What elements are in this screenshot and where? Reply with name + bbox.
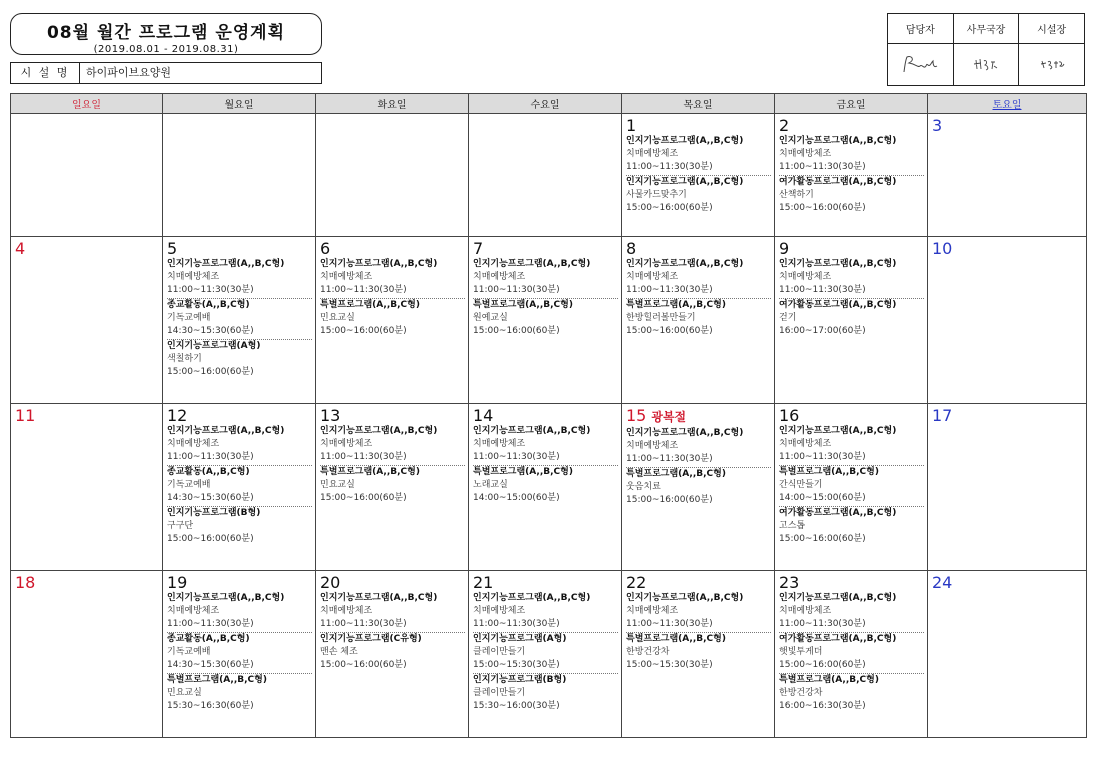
day-number xyxy=(473,573,617,592)
activity-name: 민요교실 xyxy=(167,688,202,698)
activity-name: 기독교예배 xyxy=(167,313,211,323)
program-name: 여가활동프로그램(A,,B,C형) xyxy=(779,300,897,310)
activity-name: 치매예방체조 xyxy=(473,272,526,282)
weekday-header: 일요일 xyxy=(11,94,163,114)
activity-time: 11:00~11:30(30분) xyxy=(320,619,407,629)
day-cell xyxy=(622,114,775,237)
page-title: 08월 월간 프로그램 운영계획 xyxy=(46,23,286,43)
activity-time: 15:00~16:00(60분) xyxy=(320,493,407,503)
signature-mark xyxy=(964,54,1008,76)
day-cell xyxy=(163,237,316,404)
day-number-text: 4 xyxy=(15,239,26,258)
activity-time: 15:00~16:00(60분) xyxy=(626,495,713,505)
day-number-text: 10 xyxy=(932,239,953,258)
day-number xyxy=(320,573,464,592)
calendar-body xyxy=(11,114,1087,738)
approval-role-director: 시설장 xyxy=(1019,14,1085,44)
activity-name: 클레이만들기 xyxy=(473,647,526,657)
program-name: 인지기능프로그램(A,,B,C형) xyxy=(473,426,591,436)
day-cell xyxy=(316,114,469,237)
program-name: 인지기능프로그램(A,,B,C형) xyxy=(167,259,285,269)
activity-name: 치매예방체조 xyxy=(626,441,679,451)
program-name: 인지기능프로그램(C유형) xyxy=(320,634,422,644)
weekday-header: 목요일 xyxy=(622,94,775,114)
weekday-header[interactable]: 토요일 xyxy=(928,94,1087,114)
day-cell xyxy=(775,237,928,404)
program-name: 특별프로그램(A,,B,C형) xyxy=(473,467,573,477)
activity-time: 11:00~11:30(30분) xyxy=(167,452,254,462)
program-name: 여가활동프로그램(A,,B,C형) xyxy=(779,508,897,518)
activity-name: 햇빛투게더 xyxy=(779,647,823,657)
day-cell xyxy=(622,237,775,404)
activity-time: 16:00~16:30(30분) xyxy=(779,701,866,711)
activity-name: 기독교예배 xyxy=(167,647,211,657)
activity-time: 15:00~16:00(60분) xyxy=(626,326,713,336)
day-number-text: 2 xyxy=(779,116,790,135)
activity-name: 치매예방체조 xyxy=(320,606,373,616)
day-cell xyxy=(11,404,163,571)
activity-name: 민요교실 xyxy=(320,313,355,323)
activity-time: 11:00~11:30(30분) xyxy=(626,162,713,172)
activity-time: 15:00~16:00(60분) xyxy=(320,660,407,670)
activity-name: 치매예방체조 xyxy=(626,272,679,282)
day-number xyxy=(779,573,923,592)
day-cell xyxy=(469,404,622,571)
program-name: 인지기능프로그램(A,,B,C형) xyxy=(626,259,744,269)
activity-time: 11:00~11:30(30분) xyxy=(779,619,866,629)
day-number xyxy=(473,406,617,425)
title-box xyxy=(10,13,322,55)
activity-name: 한방건강차 xyxy=(779,688,823,698)
day-number xyxy=(932,573,1082,592)
day-number-text: 5 xyxy=(167,239,178,258)
day-number xyxy=(320,239,464,258)
day-cell xyxy=(316,571,469,738)
activity-name: 한방건강차 xyxy=(626,647,670,657)
day-number-text: 21 xyxy=(473,573,494,592)
day-cell xyxy=(11,571,163,738)
day-number-text: 17 xyxy=(932,406,953,425)
activity-name: 치매예방체조 xyxy=(167,272,220,282)
activity-time: 14:00~15:00(60분) xyxy=(473,493,560,503)
day-number-text: 24 xyxy=(932,573,953,592)
activity-time: 14:30~15:30(60분) xyxy=(167,493,254,503)
program-name: 인지기능프로그램(A형) xyxy=(167,341,261,351)
activity-name: 색칠하기 xyxy=(167,354,202,364)
day-cell xyxy=(928,114,1087,237)
weekday-header: 화요일 xyxy=(316,94,469,114)
week-row xyxy=(11,237,1087,404)
activity-time: 14:00~15:00(60분) xyxy=(779,493,866,503)
day-cell xyxy=(469,571,622,738)
day-number-text: 20 xyxy=(320,573,341,592)
activity-name: 치매예방체조 xyxy=(167,439,220,449)
program-name: 인지기능프로그램(A,,B,C형) xyxy=(167,426,285,436)
program-name: 인지기능프로그램(A,,B,C형) xyxy=(473,593,591,603)
activity-name: 민요교실 xyxy=(320,480,355,490)
activity-time: 15:00~16:00(60분) xyxy=(167,367,254,377)
program-name: 종교활동(A,,B,C형) xyxy=(167,300,250,310)
program-name: 종교활동(A,,B,C형) xyxy=(167,467,250,477)
day-number xyxy=(779,406,923,425)
holiday-label: 광복절 xyxy=(651,410,687,424)
program-name: 여가활동프로그램(A,,B,C형) xyxy=(779,634,897,644)
facility-row xyxy=(10,62,322,84)
weekday-header: 금요일 xyxy=(775,94,928,114)
date-range: (2019.08.01 - 2019.08.31) xyxy=(93,44,239,55)
day-number xyxy=(779,239,923,258)
day-cell xyxy=(928,571,1087,738)
day-number-text: 16 xyxy=(779,406,800,425)
signature-director xyxy=(1019,44,1085,86)
day-number xyxy=(779,116,923,135)
day-cell xyxy=(11,114,163,237)
day-number xyxy=(320,406,464,425)
signature-mark xyxy=(898,54,942,76)
program-name: 종교활동(A,,B,C형) xyxy=(167,634,250,644)
activity-time: 11:00~11:30(30분) xyxy=(473,285,560,295)
activity-time: 11:00~11:30(30분) xyxy=(779,285,866,295)
activity-time: 11:00~11:30(30분) xyxy=(473,619,560,629)
program-name: 특별프로그램(A,,B,C형) xyxy=(779,467,879,477)
activity-name: 기독교예배 xyxy=(167,480,211,490)
weekday-header: 수요일 xyxy=(469,94,622,114)
day-cell xyxy=(775,404,928,571)
activity-time: 14:30~15:30(60분) xyxy=(167,660,254,670)
activity-name: 치매예방체조 xyxy=(779,606,832,616)
activity-time: 11:00~11:30(30분) xyxy=(320,285,407,295)
activity-time: 11:00~11:30(30분) xyxy=(626,454,713,464)
activity-name: 산책하기 xyxy=(779,190,814,200)
day-number xyxy=(15,239,158,258)
activity-time: 11:00~11:30(30분) xyxy=(473,452,560,462)
approval-role-secretary: 사무국장 xyxy=(953,14,1019,44)
activity-name: 치매예방체조 xyxy=(320,272,373,282)
program-name: 인지기능프로그램(A,,B,C형) xyxy=(626,593,744,603)
activity-time: 15:00~16:00(60분) xyxy=(626,203,713,213)
activity-name: 치매예방체조 xyxy=(626,149,679,159)
day-cell xyxy=(163,404,316,571)
activity-name: 사물카드맞추기 xyxy=(626,190,687,200)
program-name: 인지기능프로그램(A,,B,C형) xyxy=(626,177,744,187)
activity-time: 11:00~11:30(30분) xyxy=(167,285,254,295)
signature-staff xyxy=(888,44,954,86)
day-cell xyxy=(163,114,316,237)
program-name: 인지기능프로그램(A,,B,C형) xyxy=(626,136,744,146)
activity-time: 15:00~16:00(60분) xyxy=(779,203,866,213)
program-name: 인지기능프로그램(A,,B,C형) xyxy=(320,426,438,436)
day-number-text: 3 xyxy=(932,116,943,135)
day-number xyxy=(932,406,1082,425)
day-number xyxy=(626,239,770,258)
day-number xyxy=(473,239,617,258)
program-name: 인지기능프로그램(A,,B,C형) xyxy=(779,426,897,436)
program-name: 인지기능프로그램(A,,B,C형) xyxy=(779,593,897,603)
day-cell xyxy=(11,237,163,404)
activity-time: 15:30~16:30(60분) xyxy=(167,701,254,711)
day-cell xyxy=(622,571,775,738)
program-name: 인지기능프로그램(A,,B,C형) xyxy=(626,428,744,438)
day-number-text: 13 xyxy=(320,406,341,425)
activity-name: 원예교실 xyxy=(473,313,508,323)
program-name: 인지기능프로그램(A,,B,C형) xyxy=(473,259,591,269)
day-cell xyxy=(469,237,622,404)
day-cell xyxy=(469,114,622,237)
program-name: 특별프로그램(A,,B,C형) xyxy=(320,300,420,310)
program-name: 인지기능프로그램(A형) xyxy=(473,634,567,644)
day-cell xyxy=(775,571,928,738)
activity-name: 치매예방체조 xyxy=(779,149,832,159)
weekday-header: 월요일 xyxy=(163,94,316,114)
day-cell xyxy=(316,237,469,404)
activity-time: 15:00~16:00(60분) xyxy=(167,534,254,544)
day-cell xyxy=(775,114,928,237)
program-name: 특별프로그램(A,,B,C형) xyxy=(626,634,726,644)
activity-name: 고스톱 xyxy=(779,521,806,531)
day-number xyxy=(167,239,311,258)
activity-name: 웃음치료 xyxy=(626,482,661,492)
day-number xyxy=(167,406,311,425)
day-cell xyxy=(316,404,469,571)
approval-table xyxy=(887,13,1085,86)
activity-time: 15:00~16:00(60분) xyxy=(779,660,866,670)
day-number xyxy=(932,239,1082,258)
activity-time: 16:00~17:00(60분) xyxy=(779,326,866,336)
program-name: 특별프로그램(A,,B,C형) xyxy=(779,675,879,685)
activity-time: 11:00~11:30(30분) xyxy=(626,285,713,295)
signature-secretary xyxy=(953,44,1019,86)
day-cell xyxy=(928,404,1087,571)
program-name: 특별프로그램(A,,B,C형) xyxy=(626,300,726,310)
program-name: 인지기능프로그램(B형) xyxy=(473,675,567,685)
activity-name: 맨손 체조 xyxy=(320,647,358,657)
week-row xyxy=(11,114,1087,237)
activity-name: 치매예방체조 xyxy=(626,606,679,616)
program-name: 특별프로그램(A,,B,C형) xyxy=(473,300,573,310)
day-number xyxy=(626,573,770,592)
activity-name: 치매예방체조 xyxy=(473,439,526,449)
program-name: 인지기능프로그램(A,,B,C형) xyxy=(320,593,438,603)
day-cell xyxy=(163,571,316,738)
calendar-table xyxy=(10,93,1087,738)
day-number-text: 18 xyxy=(15,573,36,592)
activity-time: 14:30~15:30(60분) xyxy=(167,326,254,336)
program-name: 특별프로그램(A,,B,C형) xyxy=(167,675,267,685)
day-number xyxy=(626,116,770,135)
activity-name: 간식만들기 xyxy=(779,480,823,490)
approval-role-staff: 담당자 xyxy=(888,14,954,44)
day-number xyxy=(15,573,158,592)
program-name: 인지기능프로그램(A,,B,C형) xyxy=(779,136,897,146)
program-name: 여가활동프로그램(A,,B,C형) xyxy=(779,177,897,187)
activity-time: 15:30~16:00(30분) xyxy=(473,701,560,711)
activity-time: 11:00~11:30(30분) xyxy=(779,452,866,462)
activity-name: 구구단 xyxy=(167,521,194,531)
day-number-text: 6 xyxy=(320,239,331,258)
day-number-text: 19 xyxy=(167,573,188,592)
activity-time: 15:00~16:00(60분) xyxy=(779,534,866,544)
program-name: 특별프로그램(A,,B,C형) xyxy=(320,467,420,477)
day-number-text: 11 xyxy=(15,406,36,425)
activity-name: 한방힐러볼만들기 xyxy=(626,313,696,323)
activity-name: 치매예방체조 xyxy=(779,439,832,449)
activity-name: 치매예방체조 xyxy=(779,272,832,282)
program-name: 인지기능프로그램(A,,B,C형) xyxy=(779,259,897,269)
activity-name: 치매예방체조 xyxy=(167,606,220,616)
day-number xyxy=(626,406,770,427)
signature-mark xyxy=(1030,54,1074,76)
activity-name: 노래교실 xyxy=(473,480,508,490)
day-number-text: 22 xyxy=(626,573,647,592)
activity-time: 11:00~11:30(30분) xyxy=(779,162,866,172)
day-number xyxy=(167,573,311,592)
day-number-text: 12 xyxy=(167,406,188,425)
program-name: 인지기능프로그램(A,,B,C형) xyxy=(320,259,438,269)
day-number-text: 8 xyxy=(626,239,637,258)
week-row xyxy=(11,404,1087,571)
day-number-text: 14 xyxy=(473,406,494,425)
day-number-text: 23 xyxy=(779,573,800,592)
day-number-text: 1 xyxy=(626,116,637,135)
activity-time: 15:00~16:00(60분) xyxy=(473,326,560,336)
activity-time: 11:00~11:30(30분) xyxy=(167,619,254,629)
week-row xyxy=(11,571,1087,738)
activity-time: 15:00~16:00(60분) xyxy=(320,326,407,336)
activity-name: 치매예방체조 xyxy=(320,439,373,449)
program-name: 인지기능프로그램(B형) xyxy=(167,508,261,518)
day-number xyxy=(932,116,1082,135)
day-number-text: 15 xyxy=(626,406,647,425)
activity-name: 치매예방체조 xyxy=(473,606,526,616)
facility-name: 하이파이브요양원 xyxy=(86,66,172,79)
activity-time: 11:00~11:30(30분) xyxy=(626,619,713,629)
day-number xyxy=(15,406,158,425)
program-name: 특별프로그램(A,,B,C형) xyxy=(626,469,726,479)
activity-time: 15:00~15:30(30분) xyxy=(626,660,713,670)
day-number-text: 9 xyxy=(779,239,790,258)
activity-time: 15:00~15:30(30분) xyxy=(473,660,560,670)
weekday-header-row xyxy=(11,94,1087,114)
activity-name: 걷기 xyxy=(779,313,797,323)
activity-name: 클레이만들기 xyxy=(473,688,526,698)
day-number-text: 7 xyxy=(473,239,484,258)
program-name: 인지기능프로그램(A,,B,C형) xyxy=(167,593,285,603)
activity-time: 11:00~11:30(30분) xyxy=(320,452,407,462)
day-cell xyxy=(622,404,775,571)
facility-label: 시 설 명 xyxy=(11,63,80,83)
day-cell xyxy=(928,237,1087,404)
